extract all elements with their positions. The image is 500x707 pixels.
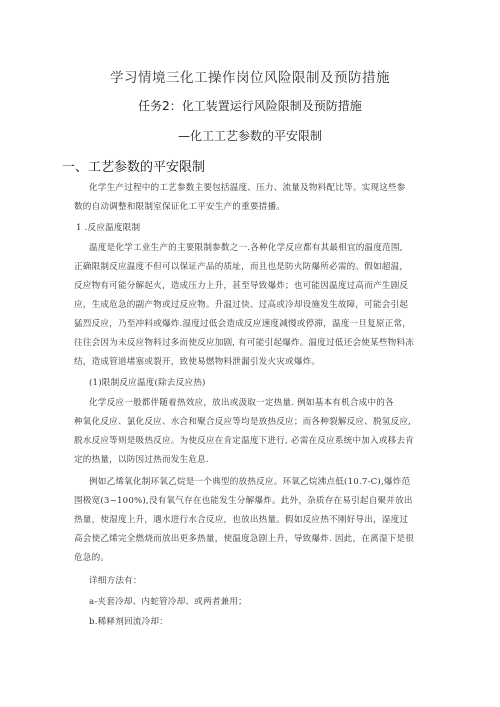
paragraph-line: 热量，使湿度上升，遇水进行水合反应，也放出热量。假如反应热不刚好导出，湿度过	[74, 515, 409, 525]
section-heading: 一、工艺参数的平安限制	[62, 160, 206, 175]
paragraph-line: 化学反应一般都伴随着热效应，放出或汲取一定热量. 例如基本有机合成中的各	[89, 398, 394, 408]
list-item: a-夹套冷却、内蛇管冷却、或两者兼用；	[89, 597, 247, 607]
paragraph-line: 结，造成管道堵塞或裂开，致使易燃物料泄漏引发火灾或爆炸。	[74, 357, 321, 367]
paragraph-line: 猛烈反应，乃至冲料或爆炸.湿度过低会造成反应速度减慢或停滞，温度一旦复原正常，	[74, 319, 412, 329]
paragraph-line: 种氧化反应、氯化反应、水合和聚合反应等均是放热反应；而各种裂解反应、脱氢反应,	[74, 417, 412, 427]
document-title: 学习情境三化工操作岗位风险限制及预防措施	[110, 70, 390, 86]
paragraph-line: 高会使乙烯完全燃烧而放出更多热量，使温度急剧上升，导致爆炸. 因此，在离湿下是很	[74, 534, 415, 544]
paragraph-line: 数的自动调整和限制室保证化工平安生产的重要措播。	[74, 202, 286, 212]
paragraph-line: 详细方法有：	[89, 576, 142, 586]
topic-subtitle: —化工工艺参数的平安限制	[177, 129, 322, 143]
paragraph-line: 化学生产过程中的工艺参数主要包括温度、压力、流量及物料配比等。实现这些参	[89, 183, 406, 193]
paragraph-line: 例如乙烯氧化制环氧乙烷是一个典型的放热反应。环氧乙烷沸点低(10.7-C),爆炸范	[89, 477, 411, 487]
paragraph-line: 往往会因为未反应物料过多而使反应加剧, 有可能引起爆炸。温度过低还会使某些物料冻	[74, 338, 415, 348]
subsection-heading: (1)限制反应温度(除去反应热)	[89, 378, 206, 388]
paragraph-line: 危急的。	[74, 553, 110, 563]
paragraph-line: 应，生成危急的副产物或过反应物。升温过快、过高或冷却设施发生故障，可能会引起	[74, 300, 409, 310]
paragraph-line: 温度是化学工业生产的主要限制参数之一.各种化学反应都有其最相宜的温度范围,	[89, 243, 403, 253]
subsection-heading: 1 .反应温度限制	[76, 223, 141, 233]
list-item: b.稀释剂回流冷却：	[89, 617, 168, 627]
paragraph-line: 脱水反应等则是吸热反应。为使反应在肯定温度下进行, 必需在反应系统中加入或移去肯	[74, 436, 415, 446]
paragraph-line: 正确限制反应温度不但可以保证产品的质址，而且也是防火防爆所必需的。假如超温，	[74, 262, 409, 272]
task-subtitle: 任务2：化工装置运行风险限制及预防措施	[138, 99, 362, 113]
paragraph-line: 围极宽(3~100%),没有氧气存在也能发生分解爆炸。此外，杂质存在易引起自聚并放出	[74, 496, 413, 506]
paragraph-line: 反应物有可能分解起火，造成压力上升，甚至导致爆炸；也可能因温度过高而产生剧反	[74, 281, 409, 291]
paragraph-line: 定的热量，以防因过热而发生危息.	[74, 455, 209, 465]
